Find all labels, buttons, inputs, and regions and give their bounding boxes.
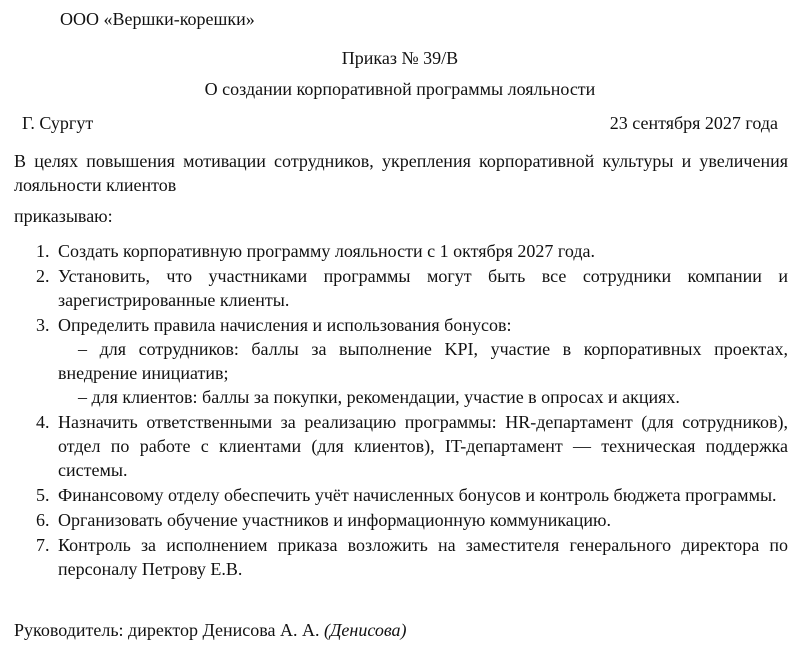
item-number: 6. [36, 510, 50, 530]
order-date: 23 сентября 2027 года [609, 113, 778, 133]
sub-item-employees: – для сотрудников: баллы за выполнение KPI, участие в корпоративных проектах, внедрение инициатив; [58, 339, 788, 383]
order-word: приказываю: [14, 206, 113, 226]
order-item-1 [36, 239, 788, 263]
item-number: 5. [36, 485, 50, 505]
item-text: Организовать обучение участников и информационную коммуникацию. [58, 510, 611, 530]
order-item-2 [36, 264, 788, 312]
signature-line [14, 619, 407, 641]
item-number: 4. [36, 412, 50, 432]
order-item-3 [36, 313, 788, 409]
signature-label: Руководитель: директор Денисова А. А. [14, 620, 320, 640]
item-number: 7. [36, 535, 50, 555]
item-text: Назначить ответственными за реализацию программы: HR-департамент (для сотрудников), отдел по работе с клиентами (для клиентов), IT-департамент — техническая поддержка системы. [58, 412, 788, 480]
item-text: Установить, что участниками программы могут быть все сотрудники компании и зарегистрированные клиенты. [58, 266, 788, 310]
order-title: Приказ № 39/В [341, 48, 459, 68]
item-text: Определить правила начисления и использования бонусов: [58, 315, 512, 335]
order-item-7 [36, 533, 788, 581]
item-text: Финансовому отделу обеспечить учёт начисленных бонусов и контроль бюджета программы. [58, 485, 777, 505]
item-number: 1. [36, 241, 50, 261]
item-text: Контроль за исполнением приказа возложить на заместителя генерального директора по персоналу Петрову Е.В. [58, 535, 788, 579]
item-number: 3. [36, 315, 50, 335]
organization-name: ООО «Вершки-корешки» [60, 9, 255, 29]
preamble: В целях повышения мотивации сотрудников, укрепления корпоративной культуры и увеличения лояльности клиентов [14, 151, 788, 195]
sub-item-clients: – для клиентов: баллы за покупки, рекомендации, участие в опросах и акциях. [78, 387, 680, 407]
item-text: Создать корпоративную программу лояльности с 1 октября 2027 года. [58, 241, 595, 261]
order-item-6 [36, 508, 788, 532]
city: Г. Сургут [22, 113, 94, 133]
signature-name: (Денисова) [323, 620, 407, 640]
order-items-list [36, 239, 788, 582]
item-number: 2. [36, 266, 50, 286]
order-item-5 [36, 483, 788, 507]
order-subject: О создании корпоративной программы лояльности [204, 79, 596, 99]
order-item-4 [36, 410, 788, 482]
